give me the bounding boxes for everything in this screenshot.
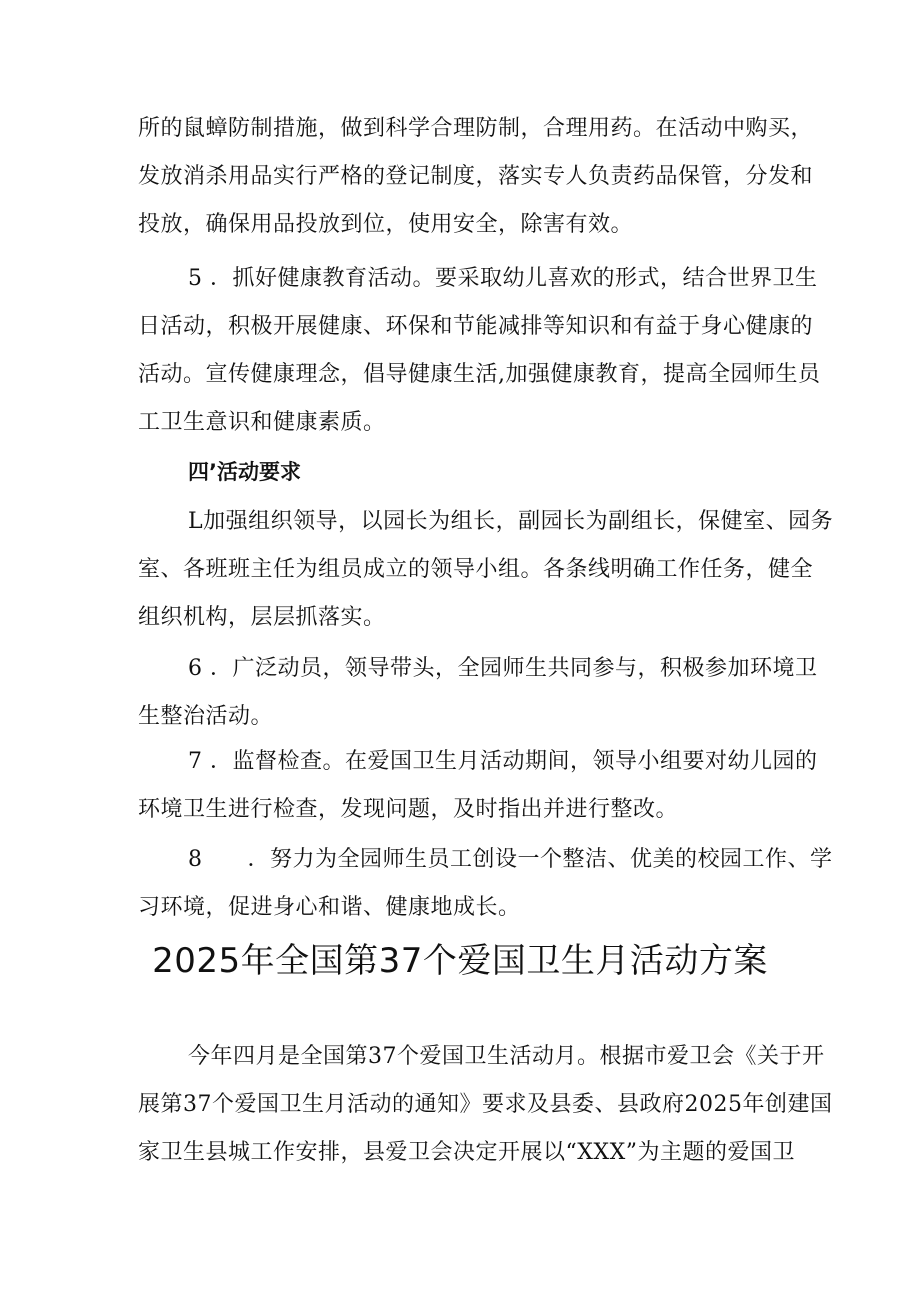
text-line: 生整治活动。 — [138, 704, 274, 729]
text-line: 今年四月是全国第37个爱国卫生活动月。根据市爱卫会《关于开 — [188, 1044, 825, 1069]
text-line: 日活动，积极开展健康、环保和节能减排等知识和有益于身心健康的 — [138, 314, 814, 339]
text-line: 5 ．抓好健康教育活动。要采取幼儿喜欢的形式，结合世界卫生 — [188, 266, 818, 291]
text-line: 6 ．广泛动员，领导带头，全园师生共同参与，积极参加环境卫 — [188, 656, 818, 681]
paragraph-inspection — [138, 738, 818, 834]
text-line: 7 ．监督检查。在爱国卫生月活动期间，领导小组要对幼儿园的 — [188, 749, 818, 774]
text-line: 工卫生意识和健康素质。 — [138, 410, 386, 435]
text-line: 活动。宣传健康理念，倡导健康生活,加强健康教育，提高全园师生员 — [138, 362, 821, 387]
paragraph-health-education — [138, 255, 821, 447]
document-title: 2025年全国第37个爱国卫生月活动方案 — [152, 941, 768, 981]
text-line: 室、各班班主任为组员成立的领导小组。各条线明确工作任务，健全 — [138, 557, 814, 582]
text-line: 投放，确保用品投放到位，使用安全，除害有效。 — [138, 212, 634, 237]
paragraph-environment — [138, 836, 833, 932]
text-line: 组织机构，层层抓落实。 — [138, 605, 386, 630]
text-line: 发放消杀用品实行严格的登记制度，落实专人负责药品保管，分发和 — [138, 164, 814, 189]
text-line: L加强组织领导，以园长为组长，副园长为副组长，保健室、园务 — [188, 509, 834, 534]
paragraph-introduction — [138, 1033, 833, 1177]
text-line: 家卫生县城工作安排，县爱卫会决定开展以“XXX”为主题的爱国卫 — [138, 1140, 795, 1165]
section-heading-requirements: 四’活动要求 — [188, 460, 301, 484]
text-line: 展第37个爱国卫生月活动的通知》要求及县委、县政府2025年创建国 — [138, 1092, 833, 1117]
text-line: 所的鼠蟑防制措施，做到科学合理防制，合理用药。在活动中购买， — [138, 116, 814, 141]
paragraph-mobilization — [138, 645, 818, 741]
text-line: 习环境，促进身心和谐、健康地成长。 — [138, 895, 521, 920]
paragraph-leadership — [138, 498, 834, 642]
paragraph-rodent-control — [138, 105, 814, 249]
text-line: 8 ．努力为全园师生员工创设一个整洁、优美的校园工作、学 — [188, 847, 833, 872]
text-line: 环境卫生进行检查，发现问题，及时指出并进行整改。 — [138, 797, 679, 822]
